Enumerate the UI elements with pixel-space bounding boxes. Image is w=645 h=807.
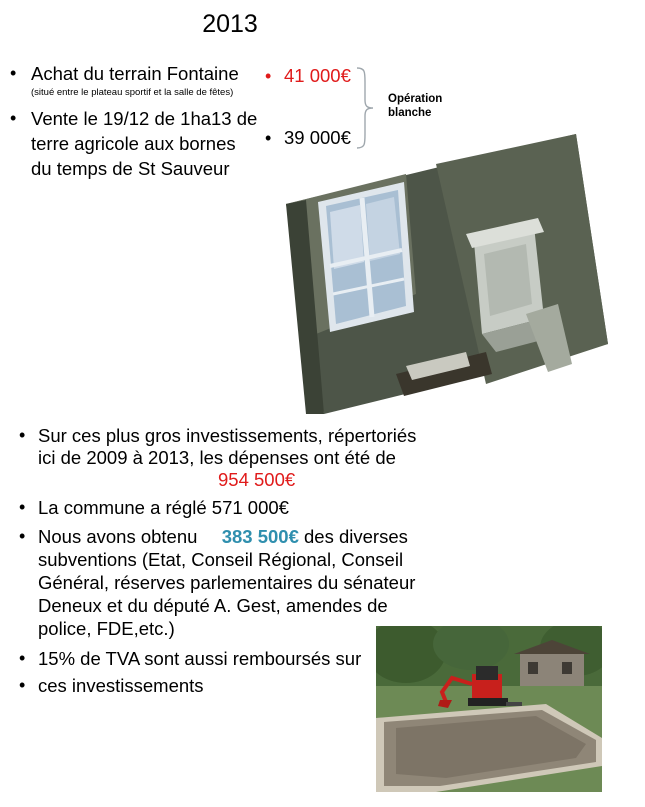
- bracket-label-line1: Opération: [388, 93, 443, 105]
- sale-item-line2: terre agricole aux bornes: [31, 133, 236, 154]
- subsidies-post: des diverses: [304, 526, 408, 547]
- subsidies-line3: Général, réserves parlementaires du sénateur: [38, 572, 416, 593]
- church-interior-photo: [286, 134, 608, 414]
- subsidies-line5: police, FDE,etc.): [38, 618, 175, 639]
- amount-purchase: 41 000€: [284, 65, 351, 86]
- bullet-dot: •: [10, 63, 17, 83]
- bullet-dot: •: [19, 526, 26, 546]
- bullet-dot: •: [10, 108, 17, 128]
- subsidies-line1: [38, 525, 408, 549]
- page-title: 2013: [202, 10, 258, 38]
- vat-line2: ces investissements: [38, 675, 204, 696]
- subsidies-line4: Deneux et du député A. Gest, amendes de: [38, 595, 388, 616]
- sale-item-line1: Vente le 19/12 de 1ha13 de: [31, 108, 258, 129]
- bracket-label-line2: blanche: [388, 107, 432, 119]
- subsidies-pre: Nous avons obtenu: [38, 526, 198, 547]
- bullet-dot: •: [265, 128, 272, 148]
- subsidies-line2: subventions (Etat, Conseil Régional, Conseil: [38, 549, 404, 570]
- vat-line: 15% de TVA sont aussi remboursés sur: [38, 648, 362, 669]
- amount-sale: 39 000€: [284, 127, 351, 148]
- construction-site-photo: [376, 626, 602, 792]
- summary-line2: ici de 2009 à 2013, les dépenses ont été de: [38, 447, 396, 468]
- purchase-item: Achat du terrain Fontaine: [31, 63, 239, 84]
- bullet-dot: •: [19, 497, 26, 517]
- bullet-dot: •: [265, 66, 272, 86]
- purchase-note: (situé entre le plateau sportif et la salle de fêtes): [31, 87, 234, 98]
- commune-paid: La commune a réglé 571 000€: [38, 497, 289, 518]
- bullet-dot: •: [19, 648, 26, 668]
- bullet-dot: •: [19, 425, 26, 445]
- total-expenses-amount: 954 500€: [218, 469, 296, 490]
- bullet-dot: •: [19, 675, 26, 695]
- summary-line1: Sur ces plus gros investissements, répertoriés: [38, 425, 417, 446]
- sale-item-line3: du temps de St Sauveur: [31, 158, 230, 179]
- subsidies-amount: 383 500€: [221, 526, 299, 547]
